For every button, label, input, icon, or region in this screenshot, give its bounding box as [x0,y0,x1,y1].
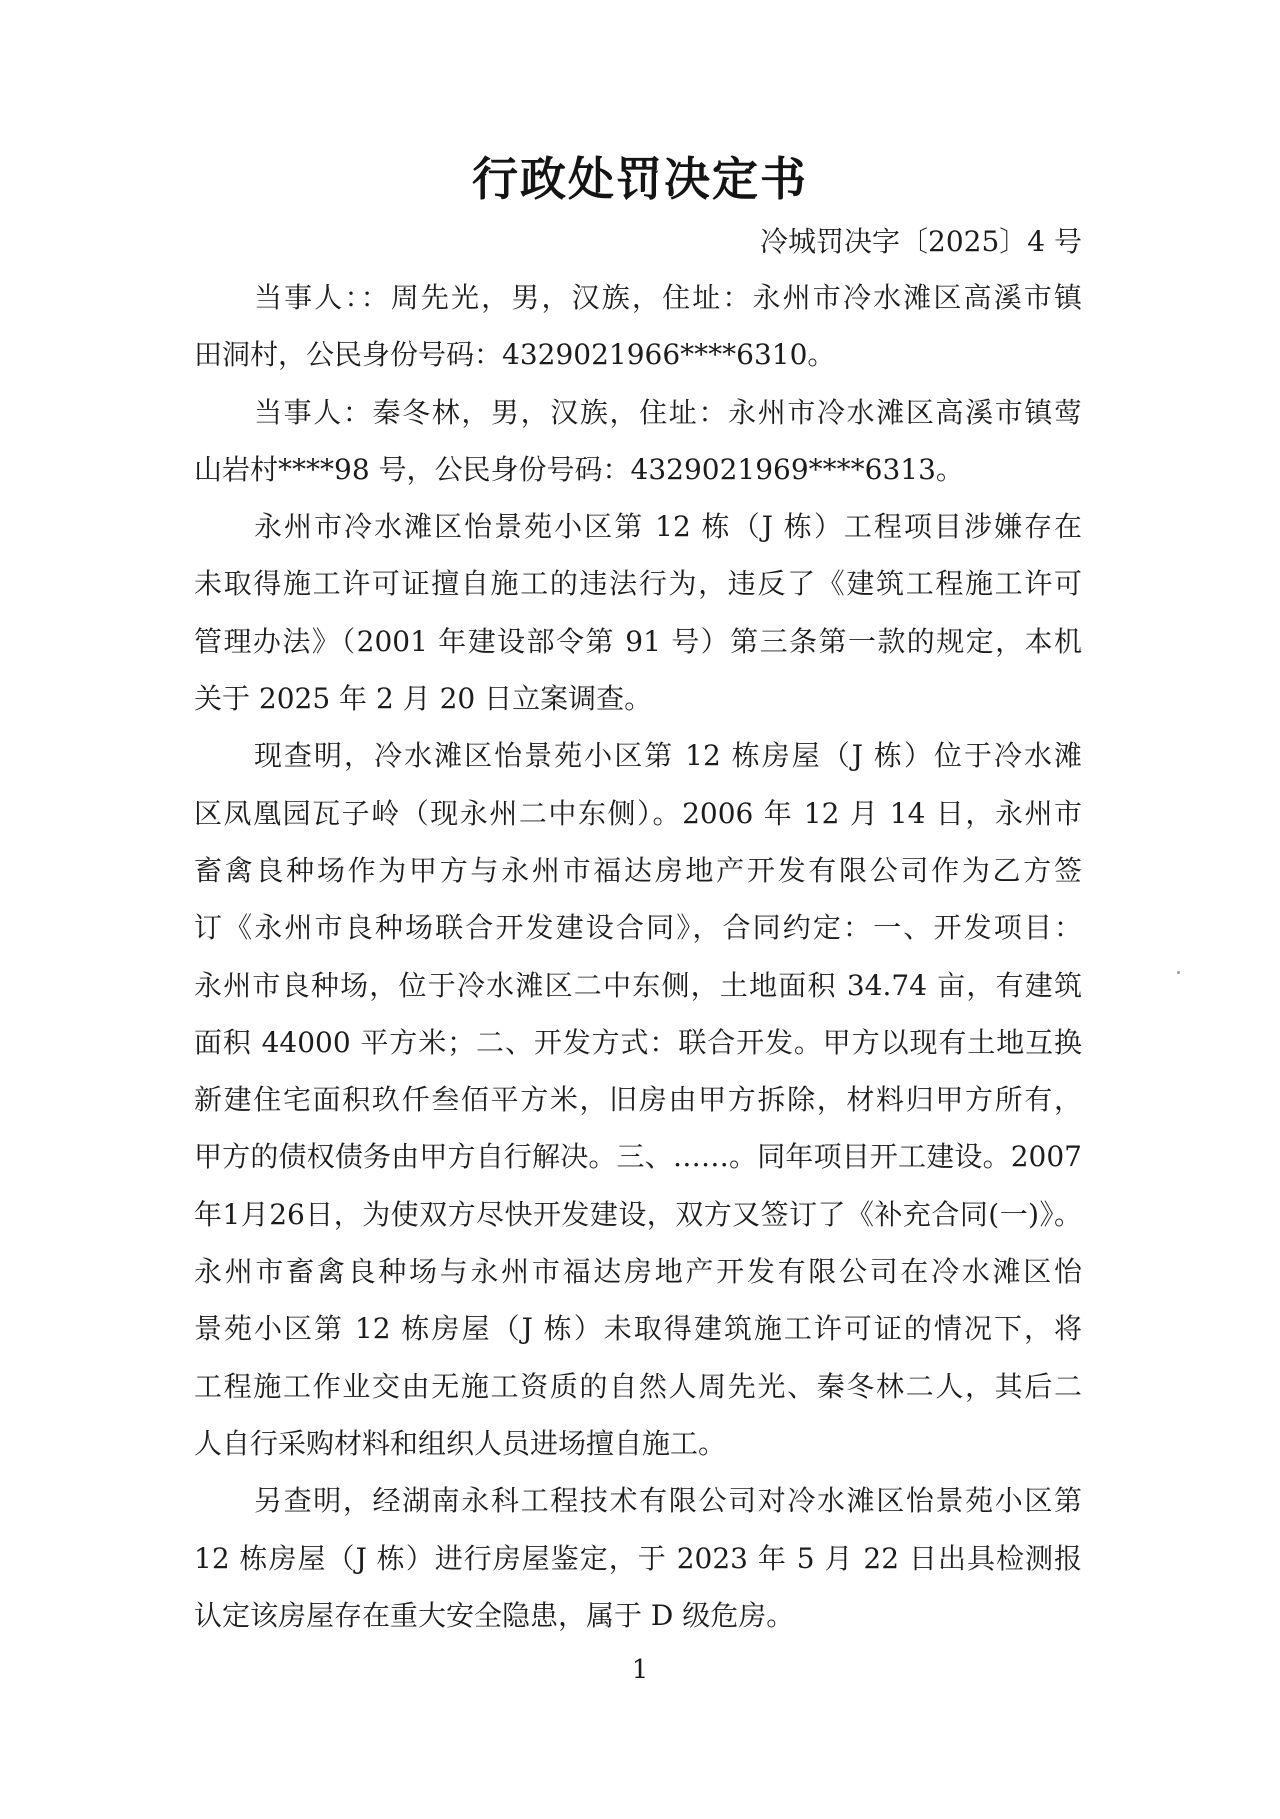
body-line: 未取得施工许可证擅自施工的违法行为，违反了《建筑工程施工许可 [194,567,1082,601]
paragraph-additional-findings [194,1472,1082,1644]
document-body [194,269,1082,1644]
page-number: 1 [631,1655,649,1685]
body-line: 永州市良种场，位于冷水滩区二中东侧，土地面积 34.74 亩，有建筑 [194,968,1082,1002]
paragraph-findings [194,727,1082,1472]
paragraph-case-filing [194,498,1082,727]
body-line: 畜禽良种场作为甲方与永州市福达房地产开发有限公司作为乙方签 [194,853,1082,887]
body-line: 景苑小区第 12 栋房屋（J 栋）未取得建筑施工许可证的情况下，将 [194,1312,1082,1346]
body-line: 关于 2025 年 2 月 20 日立案调查。 [194,682,653,716]
scan-speck [1177,971,1180,974]
body-line: 当事人：秦冬林，男，汉族，住址：永州市冷水滩区高溪市镇莺 [254,395,1082,429]
body-line: 永州市畜禽良种场与永州市福达房地产开发有限公司在冷水滩区怡 [194,1255,1082,1289]
body-line: 现查明，冷水滩区怡景苑小区第 12 栋房屋（J 栋）位于冷水滩 [254,739,1082,773]
paragraph-party-qin [194,384,1082,499]
body-line: 订《永州市良种场联合开发建设合同》，合同约定：一、开发项目： [194,911,1082,945]
body-line: 工程施工作业交由无施工资质的自然人周先光、秦冬林二人，其后二 [194,1369,1082,1403]
body-line: 另查明，经湖南永科工程技术有限公司对冷水滩区怡景苑小区第 [254,1484,1082,1518]
body-line: 永州市冷水滩区怡景苑小区第 12 栋（J 栋）工程项目涉嫌存在 [254,510,1082,544]
body-line: 新建住宅面积玖仟叁佰平方米，旧房由甲方拆除，材料归甲方所有， [194,1083,1082,1117]
body-line: 年1月26日，为使双方尽快开发建设，双方又签订了《补充合同(一)》。 [194,1197,1082,1231]
body-line: 田洞村，公民身份号码：4329021966****6310。 [194,338,836,372]
body-line: 认定该房屋存在重大安全隐患，属于 D 级危房。 [194,1598,795,1632]
body-line: 面积 44000 平方米；二、开发方式：联合开发。甲方以现有土地互换 [194,1025,1082,1059]
paragraph-party-zhou [194,269,1082,384]
body-line: 区凤凰园瓦子岭（现永州二中东侧）。2006 年 12 月 14 日，永州市 [194,796,1082,830]
body-line: 管理办法》（2001 年建设部令第 91 号）第三条第一款的规定，本机 [194,624,1082,658]
body-line: 人自行采购材料和组织人员进场擅自施工。 [194,1426,727,1460]
body-line: 甲方的债权债务由甲方自行解决。三、……。同年项目开工建设。2007 [194,1140,1082,1174]
body-line: 山岩村****98 号，公民身份号码：4329021969****6313。 [194,452,964,486]
body-line: 12 栋房屋（J 栋）进行房屋鉴定，于 2023 年 5 月 22 日出具检测报 [194,1541,1082,1575]
document-title: 行政处罚决定书 [472,152,808,206]
body-line: 当事人：：周先光，男，汉族，住址：永州市冷水滩区高溪市镇 [254,281,1082,314]
document-number: 冷城罚决字〔2025〕4 号 [760,225,1082,258]
